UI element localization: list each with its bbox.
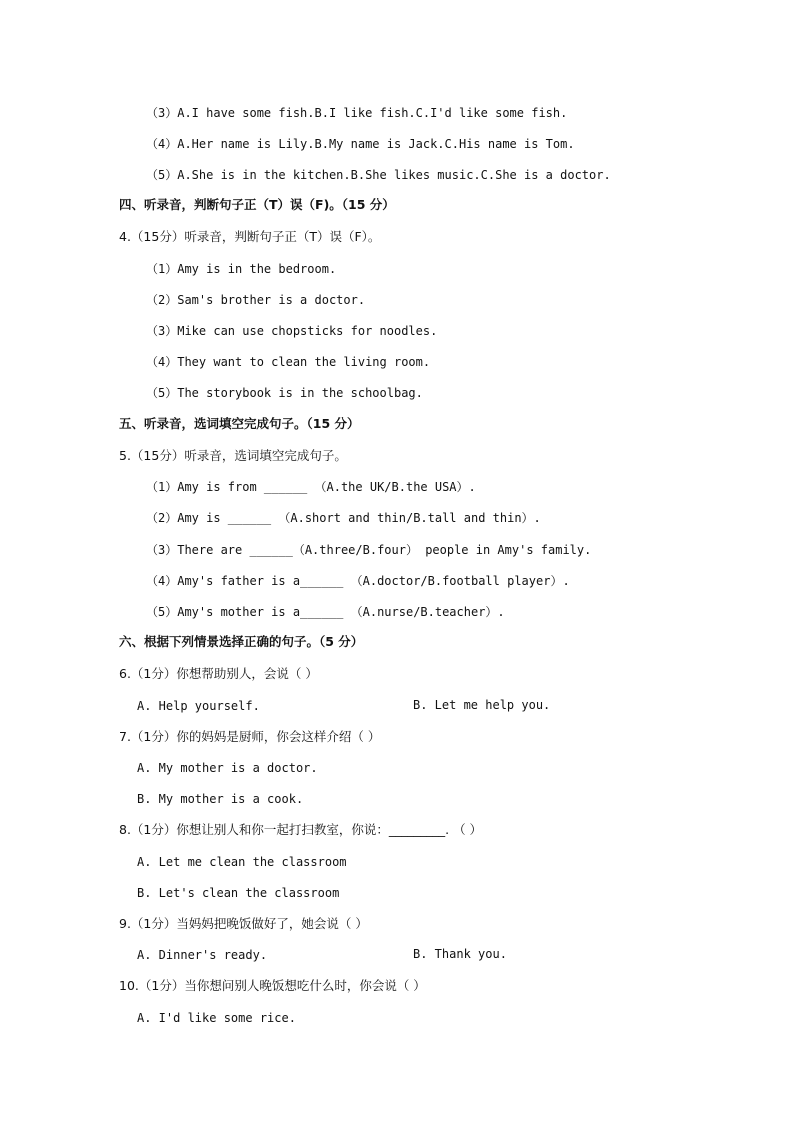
section6-heading: 六、根据下列情景选择正确的句子。（5 分） [119, 634, 364, 649]
q5-item-4: （4）Amy's father is a______ （A.doctor/B.football player）. [146, 574, 570, 588]
question-9-stem: 9.（1分）当妈妈把晚饭做好了，她会说（ ） [119, 916, 368, 931]
q4-item-4: （4）They want to clean the living room. [146, 355, 431, 369]
question-10-stem: 10.（1分）当你想问别人晚饭想吃什么时，你会说（ ） [119, 978, 426, 993]
part3-item-5: （5）A.She is in the kitchen.B.She likes music.C.She is a doctor. [146, 168, 611, 182]
q6-option-a: A. Help yourself. [137, 699, 260, 713]
q9-option-a: A. Dinner's ready. [137, 948, 268, 962]
question-6-stem: 6.（1分）你想帮助别人，会说（ ） [119, 666, 318, 681]
q9-option-b: B. Thank you. [413, 947, 507, 961]
q8-option-b: B. Let's clean the classroom [137, 886, 340, 900]
q5-item-2: （2）Amy is ______ （A.short and thin/B.tall and thin）. [146, 511, 541, 525]
section5-heading: 五、听录音，选词填空完成句子。（15 分） [119, 416, 360, 431]
q7-option-a: A. My mother is a doctor. [137, 761, 318, 775]
section4-heading: 四、听录音，判断句子正（T）误（F)。（15 分） [119, 197, 395, 212]
q8-option-a: A. Let me clean the classroom [137, 855, 347, 869]
q5-item-1: （1）Amy is from ______ （A.the UK/B.the USA）. [146, 480, 476, 494]
question-4-stem: 4.（15分）听录音，判断句子正（T）误（F）。 [119, 229, 381, 244]
part3-item-3: （3）A.I have some fish.B.I like fish.C.I'd like some fish. [146, 106, 568, 120]
q4-item-2: （2）Sam's brother is a doctor. [146, 293, 366, 307]
question-5-stem: 5.（15分）听录音，选词填空完成句子。 [119, 448, 347, 463]
q5-item-3: （3）There are ______（A.three/B.four） people in Amy's family. [146, 543, 592, 557]
q4-item-1: （1）Amy is in the bedroom. [146, 262, 337, 276]
q5-item-5: （5）Amy's mother is a______ （A.nurse/B.teacher）. [146, 605, 505, 619]
question-8-stem: 8.（1分）你想让别人和你一起打扫教室，你说：_________. （ ） [119, 822, 483, 837]
q4-item-5: （5）The storybook is in the schoolbag. [146, 386, 423, 400]
q4-item-3: （3）Mike can use chopsticks for noodles. [146, 324, 438, 338]
q7-option-b: B. My mother is a cook. [137, 792, 304, 806]
q6-option-b: B. Let me help you. [413, 698, 551, 712]
q10-option-a: A. I'd like some rice. [137, 1011, 296, 1025]
question-7-stem: 7.（1分）你的妈妈是厨师，你会这样介绍（ ） [119, 729, 381, 744]
part3-item-4: （4）A.Her name is Lily.B.My name is Jack.C.His name is Tom. [146, 137, 575, 151]
